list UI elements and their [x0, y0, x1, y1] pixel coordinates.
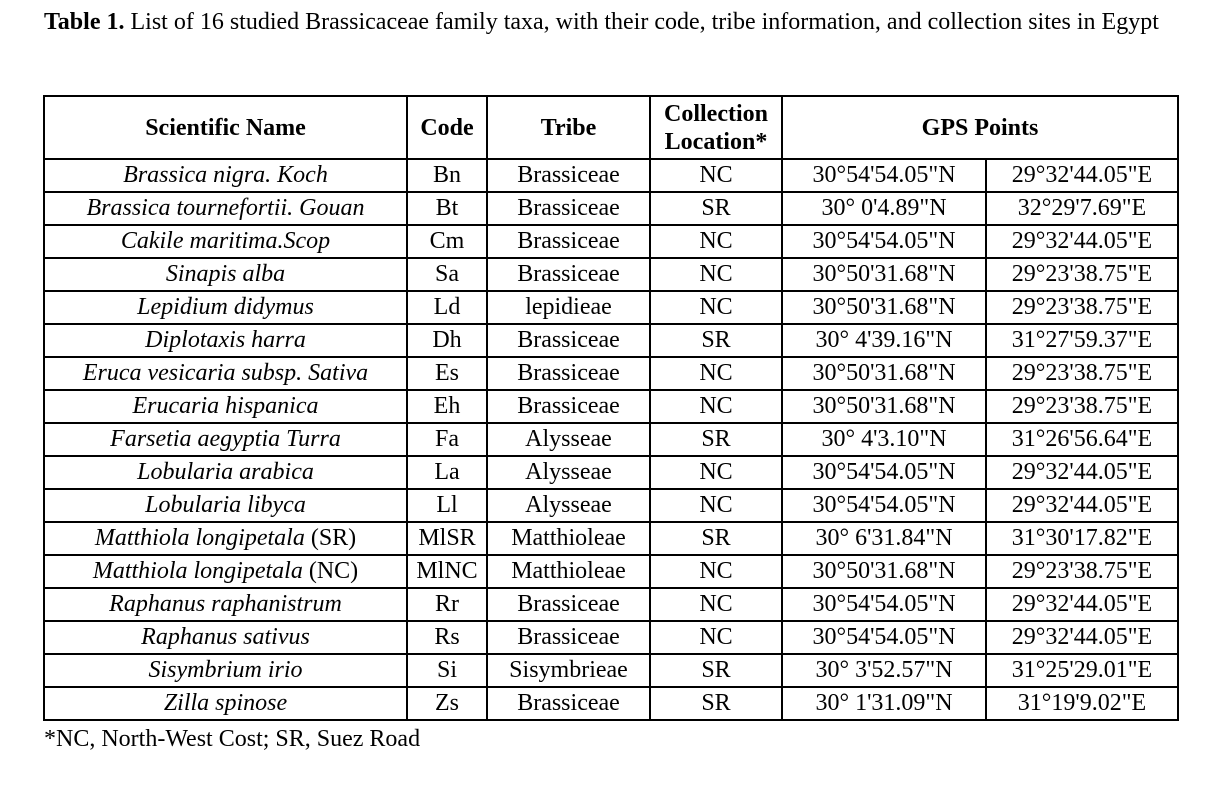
cell-gps-latitude: 30° 4'39.16"N	[782, 324, 986, 357]
table-row	[44, 357, 1178, 390]
scientific-name-text: Zilla spinose	[163, 690, 288, 716]
cell-tribe: Brassiceae	[487, 357, 650, 390]
cell-tribe: Brassiceae	[487, 390, 650, 423]
header-scientific-name: Scientific Name	[44, 96, 407, 159]
cell-gps-latitude: 30°54'54.05"N	[782, 456, 986, 489]
cell-scientific-name	[44, 390, 407, 423]
cell-collection-location: NC	[650, 159, 782, 192]
cell-gps-longitude: 31°27'59.37"E	[986, 324, 1178, 357]
cell-collection-location: NC	[650, 621, 782, 654]
cell-gps-latitude: 30°50'31.68"N	[782, 555, 986, 588]
scientific-name-text: Farsetia aegyptia Turra	[110, 426, 341, 452]
cell-gps-longitude: 29°23'38.75"E	[986, 555, 1178, 588]
cell-collection-location: NC	[650, 291, 782, 324]
table-caption	[44, 6, 1194, 38]
cell-tribe: Matthioleae	[487, 555, 650, 588]
scientific-name-text: Raphanus raphanistrum	[109, 591, 342, 617]
cell-gps-latitude: 30°54'54.05"N	[782, 621, 986, 654]
cell-tribe: Brassiceae	[487, 192, 650, 225]
cell-tribe: Alysseae	[487, 489, 650, 522]
table-row	[44, 588, 1178, 621]
scientific-name-text: Cakile maritima.Scop	[120, 228, 331, 254]
cell-gps-longitude: 29°23'38.75"E	[986, 258, 1178, 291]
scientific-name-text: Lobularia arabica	[137, 459, 314, 485]
cell-code: Zs	[407, 687, 487, 720]
table-header-row	[44, 96, 1178, 159]
cell-scientific-name	[44, 555, 407, 588]
table-row	[44, 423, 1178, 456]
cell-gps-longitude: 29°23'38.75"E	[986, 291, 1178, 324]
taxa-table	[43, 95, 1179, 721]
cell-code: Rr	[407, 588, 487, 621]
cell-gps-longitude: 29°23'38.75"E	[986, 357, 1178, 390]
cell-scientific-name	[44, 357, 407, 390]
table-row	[44, 192, 1178, 225]
cell-gps-latitude: 30°54'54.05"N	[782, 225, 986, 258]
table-row	[44, 489, 1178, 522]
cell-scientific-name	[44, 522, 407, 555]
cell-gps-latitude: 30° 3'52.57"N	[782, 654, 986, 687]
cell-gps-latitude: 30°54'54.05"N	[782, 588, 986, 621]
scientific-name-text: Sinapis alba	[165, 261, 286, 287]
cell-code: Dh	[407, 324, 487, 357]
scientific-name-text: Diplotaxis harra	[145, 327, 306, 353]
header-collection-location-line1: Collection	[664, 100, 768, 127]
cell-gps-longitude: 29°32'44.05"E	[986, 456, 1178, 489]
cell-code: Eh	[407, 390, 487, 423]
cell-gps-latitude: 30°54'54.05"N	[782, 489, 986, 522]
cell-gps-longitude: 29°32'44.05"E	[986, 159, 1178, 192]
header-collection-location-line2: Location*	[664, 128, 768, 155]
table-row	[44, 555, 1178, 588]
cell-collection-location: SR	[650, 654, 782, 687]
cell-tribe: Brassiceae	[487, 588, 650, 621]
cell-collection-location: NC	[650, 258, 782, 291]
cell-collection-location: NC	[650, 390, 782, 423]
cell-code: La	[407, 456, 487, 489]
scientific-name-text: Brassica tournefortii. Gouan	[86, 195, 365, 221]
cell-scientific-name	[44, 192, 407, 225]
table-row	[44, 225, 1178, 258]
cell-collection-location: NC	[650, 225, 782, 258]
cell-scientific-name	[44, 489, 407, 522]
cell-tribe: Matthioleae	[487, 522, 650, 555]
scientific-name-suffix: (NC)	[302, 558, 359, 584]
cell-scientific-name	[44, 159, 407, 192]
table-caption-text: List of 16 studied Brassicaceae family taxa, with their code, tribe information, and collection sites in Egypt	[124, 9, 1159, 35]
cell-gps-longitude: 29°32'44.05"E	[986, 621, 1178, 654]
table-footnote: *NC, North-West Cost; SR, Suez Road	[44, 726, 421, 752]
cell-gps-longitude: 32°29'7.69"E	[986, 192, 1178, 225]
cell-code: Si	[407, 654, 487, 687]
cell-code: Fa	[407, 423, 487, 456]
cell-code: Cm	[407, 225, 487, 258]
scientific-name-text: Raphanus sativus	[141, 624, 310, 650]
cell-tribe: Brassiceae	[487, 258, 650, 291]
table-row	[44, 291, 1178, 324]
cell-gps-longitude: 31°30'17.82"E	[986, 522, 1178, 555]
cell-scientific-name	[44, 291, 407, 324]
cell-tribe: Brassiceae	[487, 687, 650, 720]
cell-collection-location: SR	[650, 522, 782, 555]
cell-tribe: Brassiceae	[487, 621, 650, 654]
cell-collection-location: SR	[650, 192, 782, 225]
cell-code: Rs	[407, 621, 487, 654]
cell-collection-location: NC	[650, 555, 782, 588]
cell-collection-location: SR	[650, 687, 782, 720]
table-row	[44, 456, 1178, 489]
cell-scientific-name	[44, 654, 407, 687]
cell-scientific-name	[44, 588, 407, 621]
cell-scientific-name	[44, 687, 407, 720]
cell-collection-location: NC	[650, 588, 782, 621]
cell-gps-longitude: 29°32'44.05"E	[986, 225, 1178, 258]
cell-collection-location: NC	[650, 357, 782, 390]
cell-gps-latitude: 30°50'31.68"N	[782, 291, 986, 324]
scientific-name-text: Matthiola longipetala	[92, 558, 303, 584]
cell-code: Bn	[407, 159, 487, 192]
cell-tribe: Brassiceae	[487, 159, 650, 192]
header-code: Code	[407, 96, 487, 159]
cell-code: Es	[407, 357, 487, 390]
cell-scientific-name	[44, 423, 407, 456]
cell-gps-longitude: 31°26'56.64"E	[986, 423, 1178, 456]
cell-gps-latitude: 30° 1'31.09"N	[782, 687, 986, 720]
table-row	[44, 687, 1178, 720]
table-row	[44, 654, 1178, 687]
cell-code: Bt	[407, 192, 487, 225]
cell-scientific-name	[44, 456, 407, 489]
cell-gps-latitude: 30°54'54.05"N	[782, 159, 986, 192]
cell-gps-latitude: 30° 0'4.89"N	[782, 192, 986, 225]
cell-gps-latitude: 30° 6'31.84"N	[782, 522, 986, 555]
cell-code: Ld	[407, 291, 487, 324]
scientific-name-text: Eruca vesicaria subsp. Sativa	[82, 360, 369, 386]
cell-gps-longitude: 29°23'38.75"E	[986, 390, 1178, 423]
cell-code: MlSR	[407, 522, 487, 555]
table-row	[44, 324, 1178, 357]
scientific-name-text: Brassica nigra. Koch	[123, 162, 328, 188]
cell-gps-longitude: 31°19'9.02"E	[986, 687, 1178, 720]
cell-collection-location: SR	[650, 423, 782, 456]
table-row	[44, 621, 1178, 654]
cell-scientific-name	[44, 621, 407, 654]
cell-scientific-name	[44, 225, 407, 258]
cell-code: Ll	[407, 489, 487, 522]
cell-collection-location: NC	[650, 456, 782, 489]
scientific-name-text: Erucaria hispanica	[132, 393, 319, 419]
scientific-name-text: Matthiola longipetala	[94, 525, 305, 551]
cell-gps-latitude: 30°50'31.68"N	[782, 357, 986, 390]
cell-gps-longitude: 31°25'29.01"E	[986, 654, 1178, 687]
scientific-name-text: Lepidium didymus	[137, 294, 314, 320]
table-row	[44, 258, 1178, 291]
cell-tribe: Brassiceae	[487, 324, 650, 357]
header-tribe: Tribe	[487, 96, 650, 159]
cell-gps-latitude: 30° 4'3.10"N	[782, 423, 986, 456]
cell-gps-longitude: 29°32'44.05"E	[986, 588, 1178, 621]
cell-tribe: Brassiceae	[487, 225, 650, 258]
scientific-name-suffix: (SR)	[304, 525, 357, 551]
cell-code: Sa	[407, 258, 487, 291]
cell-tribe: Alysseae	[487, 423, 650, 456]
cell-tribe: lepidieae	[487, 291, 650, 324]
header-gps-points: GPS Points	[782, 96, 1178, 159]
scientific-name-text: Lobularia libyca	[145, 492, 306, 518]
table-body	[44, 159, 1178, 720]
table-row	[44, 390, 1178, 423]
cell-collection-location: NC	[650, 489, 782, 522]
cell-scientific-name	[44, 258, 407, 291]
cell-gps-longitude: 29°32'44.05"E	[986, 489, 1178, 522]
cell-tribe: Sisymbrieae	[487, 654, 650, 687]
cell-code: MlNC	[407, 555, 487, 588]
header-collection-location	[650, 96, 782, 159]
cell-tribe: Alysseae	[487, 456, 650, 489]
cell-gps-latitude: 30°50'31.68"N	[782, 390, 986, 423]
table-row	[44, 159, 1178, 192]
scientific-name-text: Sisymbrium irio	[148, 657, 303, 683]
cell-scientific-name	[44, 324, 407, 357]
table-caption-label: Table 1.	[44, 9, 125, 35]
cell-collection-location: SR	[650, 324, 782, 357]
cell-gps-latitude: 30°50'31.68"N	[782, 258, 986, 291]
table-row	[44, 522, 1178, 555]
